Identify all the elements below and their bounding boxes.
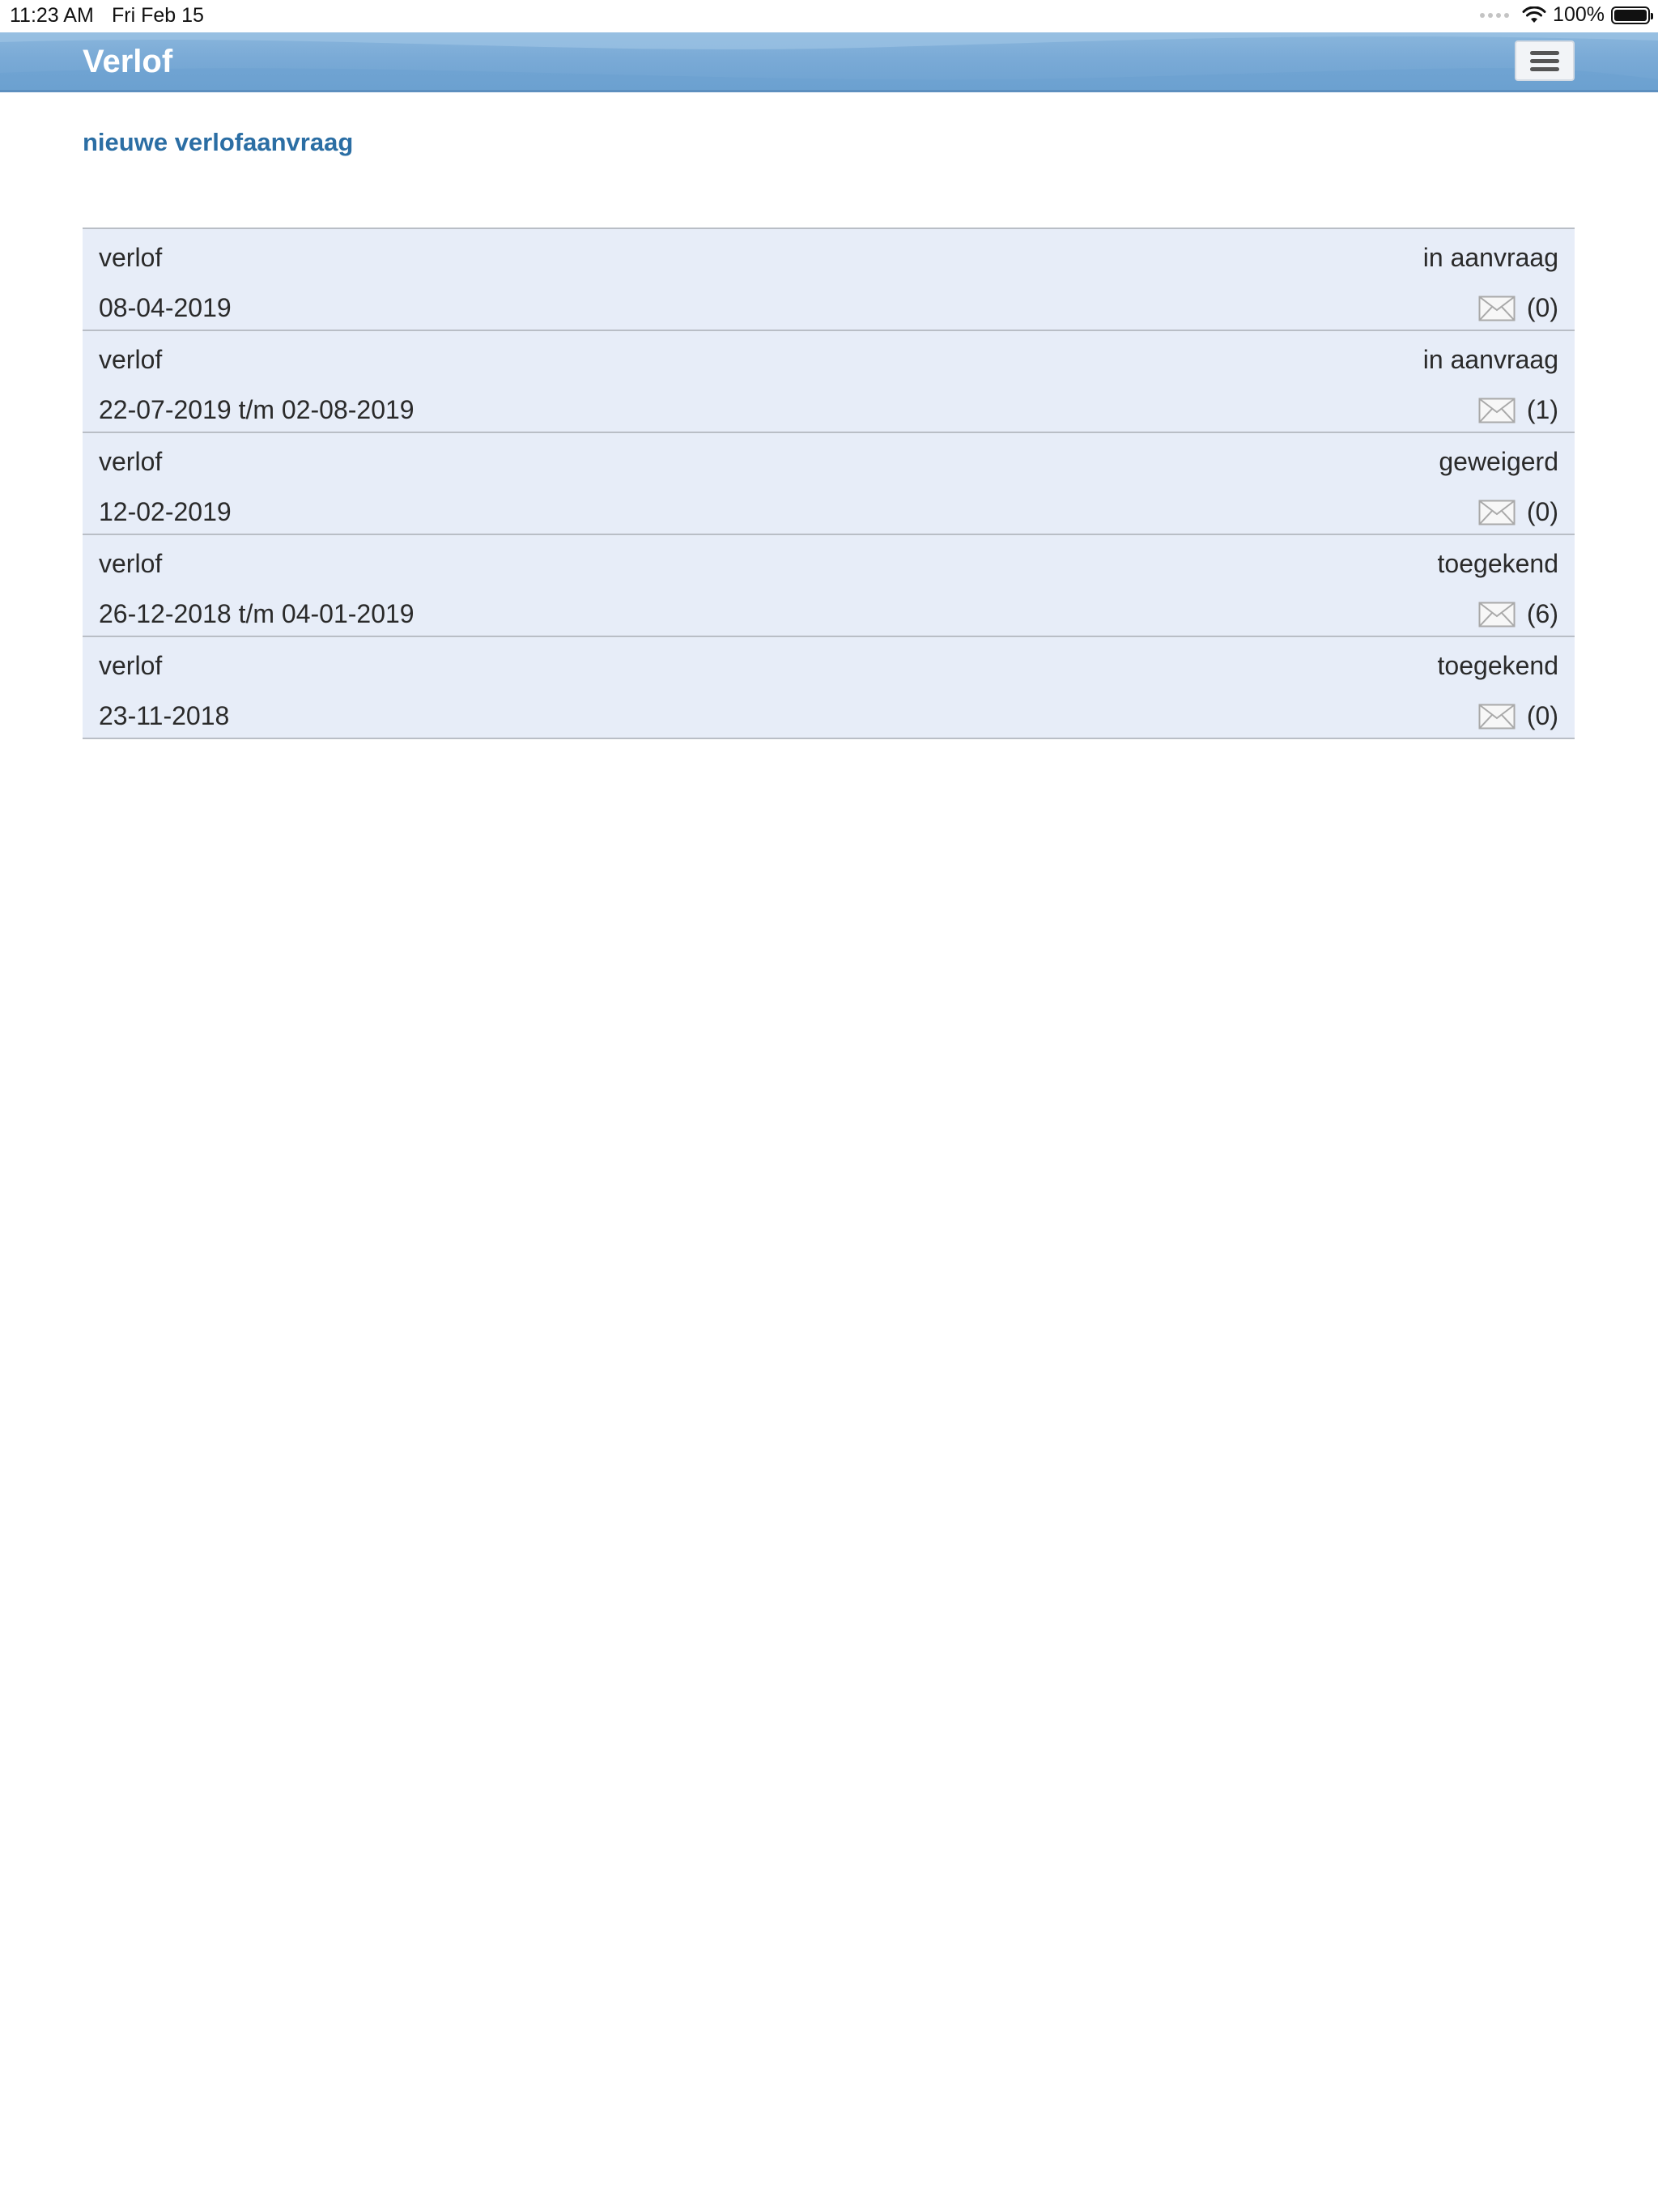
request-messages <box>1478 395 1558 425</box>
hamburger-menu-icon-line <box>1530 67 1559 71</box>
request-type: verlof <box>99 651 163 680</box>
request-messages <box>1478 497 1558 527</box>
leave-request-list <box>83 228 1575 739</box>
status-bar <box>0 0 1658 32</box>
header-wave-decoration <box>0 32 1658 92</box>
envelope-icon <box>1478 398 1516 423</box>
request-messages <box>1478 293 1558 323</box>
envelope-icon <box>1478 296 1516 321</box>
header-bar <box>0 32 1658 92</box>
battery-icon <box>1611 6 1650 24</box>
request-messages <box>1478 701 1558 731</box>
request-dates: 23-11-2018 <box>99 701 230 730</box>
status-right <box>1480 3 1650 27</box>
request-type: verlof <box>99 447 163 476</box>
request-status: toegekend <box>1437 651 1558 680</box>
page-title: Verlof <box>83 44 173 79</box>
message-count: (0) <box>1526 497 1558 526</box>
request-type: verlof <box>99 345 163 374</box>
request-messages <box>1478 599 1558 629</box>
menu-button[interactable] <box>1515 40 1575 81</box>
message-count: (1) <box>1526 395 1558 424</box>
envelope-icon <box>1478 500 1516 525</box>
request-status: in aanvraag <box>1422 345 1558 374</box>
cellular-dots-icon <box>1480 13 1509 18</box>
new-leave-request-link[interactable]: nieuwe verlofaanvraag <box>83 128 354 156</box>
request-type: verlof <box>99 549 163 578</box>
hamburger-menu-icon-line <box>1530 51 1559 55</box>
hamburger-menu-icon-line <box>1530 59 1559 63</box>
request-dates: 22-07-2019 t/m 02-08-2019 <box>99 395 414 424</box>
request-type: verlof <box>99 243 163 272</box>
message-count: (0) <box>1526 701 1558 730</box>
request-dates: 26-12-2018 t/m 04-01-2019 <box>99 599 414 628</box>
request-dates: 12-02-2019 <box>99 497 232 526</box>
request-status: geweigerd <box>1439 447 1558 476</box>
request-status: in aanvraag <box>1422 243 1558 272</box>
status-time: 11:23 AM <box>10 4 94 27</box>
message-count: (0) <box>1526 293 1558 322</box>
wifi-icon <box>1522 6 1546 24</box>
status-date: Fri Feb 15 <box>112 4 204 27</box>
leave-request-row[interactable] <box>83 229 1575 331</box>
envelope-icon <box>1478 602 1516 627</box>
leave-request-row[interactable] <box>83 331 1575 433</box>
battery-percentage: 100% <box>1553 3 1605 26</box>
message-count: (6) <box>1526 599 1558 628</box>
request-dates: 08-04-2019 <box>99 293 232 322</box>
request-status: toegekend <box>1437 549 1558 578</box>
leave-request-row[interactable] <box>83 637 1575 739</box>
envelope-icon <box>1478 704 1516 730</box>
leave-request-row[interactable] <box>83 433 1575 535</box>
leave-request-row[interactable] <box>83 535 1575 637</box>
